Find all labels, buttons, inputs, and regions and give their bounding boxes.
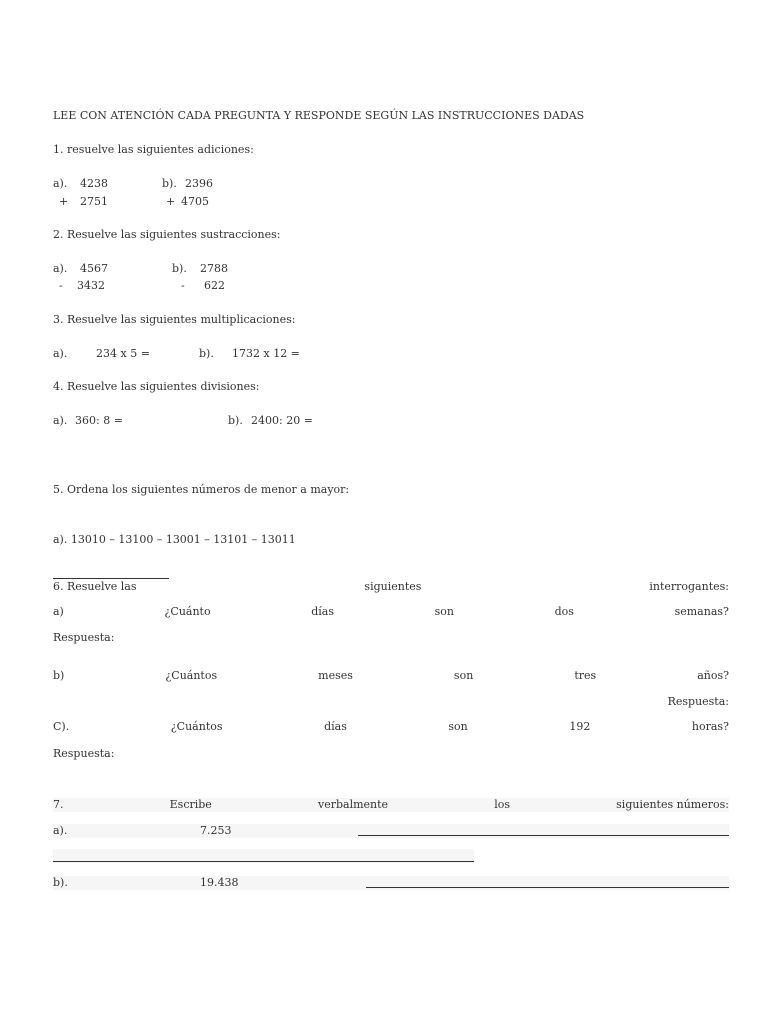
q2-title: 2. Resuelve las siguientes sustracciones: — [53, 228, 281, 241]
q3-a-label: a). — [53, 347, 68, 360]
q2-a-operator: - — [59, 279, 63, 292]
q7-title — [53, 798, 729, 812]
q6-b-word: tres — [574, 669, 597, 682]
q1-b-label: b). — [162, 177, 177, 190]
q4-a-expression: 360: 8 = — [75, 414, 123, 427]
q2-b-top-number: 2788 — [200, 262, 228, 275]
q6-b-word: años? — [697, 669, 729, 682]
q6-a-word: a) — [53, 605, 64, 618]
q3-title: 3. Resuelve las siguientes multiplicaciones: — [53, 313, 296, 326]
q5-a-sequence: a). 13010 – 13100 – 13001 – 13101 – 13011 — [53, 533, 296, 546]
q4-a-label: a). — [53, 414, 68, 427]
q6-b-word: son — [453, 669, 474, 682]
q2-b-label: b). — [172, 262, 187, 275]
q6-a-question — [53, 605, 729, 619]
q1-a-top-number: 4238 — [80, 177, 108, 190]
q5-title: 5. Ordena los siguientes números de menor a mayor: — [53, 483, 350, 496]
q1-b-top-number: 2396 — [185, 177, 213, 190]
separator-line — [53, 578, 169, 579]
q7-a-answer-line — [358, 835, 729, 836]
q7-b-number: 19.438 — [200, 876, 239, 889]
q6-c-word: días — [324, 720, 347, 733]
q6-title-word: interrogantes: — [649, 580, 729, 593]
q6-c-word: ¿Cuántos — [170, 720, 223, 733]
q6-title — [53, 580, 729, 594]
q6-a-word: semanas? — [674, 605, 729, 618]
q7-title-word: los — [494, 798, 510, 811]
q4-b-expression: 2400: 20 = — [251, 414, 313, 427]
q2-a-bottom-number: 3432 — [77, 279, 105, 292]
q3-a-expression: 234 x 5 = — [96, 347, 150, 360]
q6-a-word: días — [311, 605, 334, 618]
q6-c-answer-label: Respuesta: — [53, 747, 115, 760]
q3-b-label: b). — [199, 347, 214, 360]
q6-c-word: C). — [53, 720, 70, 733]
page-header: LEE CON ATENCIÓN CADA PREGUNTA Y RESPONDE SEGÚN LAS INSTRUCCIONES DADAS — [53, 109, 585, 122]
q1-a-label: a). — [53, 177, 68, 190]
q6-c-word: horas? — [691, 720, 729, 733]
q7-b-label: b). — [53, 876, 68, 889]
q4-title: 4. Resuelve las siguientes divisiones: — [53, 380, 260, 393]
q1-b-operator: + — [166, 195, 176, 208]
q6-a-answer-label: Respuesta: — [53, 631, 115, 644]
q6-b-word: b) — [53, 669, 65, 682]
q6-a-word: son — [434, 605, 454, 618]
q6-c-word: 192 — [569, 720, 591, 733]
q7-title-word: verbalmente — [317, 798, 389, 811]
q2-b-bottom-number: 622 — [204, 279, 225, 292]
q6-b-answer-label: Respuesta: — [667, 695, 729, 708]
q7-b-answer-line — [366, 887, 729, 888]
q2-a-top-number: 4567 — [80, 262, 108, 275]
q3-b-expression: 1732 x 12 = — [232, 347, 300, 360]
q1-title: 1. resuelve las siguientes adiciones: — [53, 143, 254, 156]
q6-a-word: dos — [554, 605, 574, 618]
q1-a-bottom-number: 2751 — [80, 195, 108, 208]
q7-a-label: a). — [53, 824, 68, 837]
q6-b-word: ¿Cuántos — [165, 669, 218, 682]
q7-a-answer-line-continued — [53, 861, 474, 862]
q1-b-bottom-number: 4705 — [181, 195, 209, 208]
q6-a-word: ¿Cuánto — [164, 605, 211, 618]
q6-b-word: meses — [318, 669, 353, 682]
q6-title-word: siguientes — [364, 580, 422, 593]
q7-a-number: 7.253 — [200, 824, 232, 837]
q1-a-operator: + — [59, 195, 69, 208]
q4-b-label: b). — [228, 414, 243, 427]
q7-title-word: Escribe — [169, 798, 212, 811]
q6-c-word: son — [448, 720, 468, 733]
q7-title-word: siguientes números: — [616, 798, 729, 811]
q6-b-question — [53, 669, 729, 683]
q2-b-operator: - — [181, 279, 185, 292]
q6-title-word: 6. Resuelve las — [53, 580, 137, 593]
q6-c-question — [53, 720, 729, 734]
q7-title-word: 7. — [53, 798, 64, 811]
q2-a-label: a). — [53, 262, 68, 275]
